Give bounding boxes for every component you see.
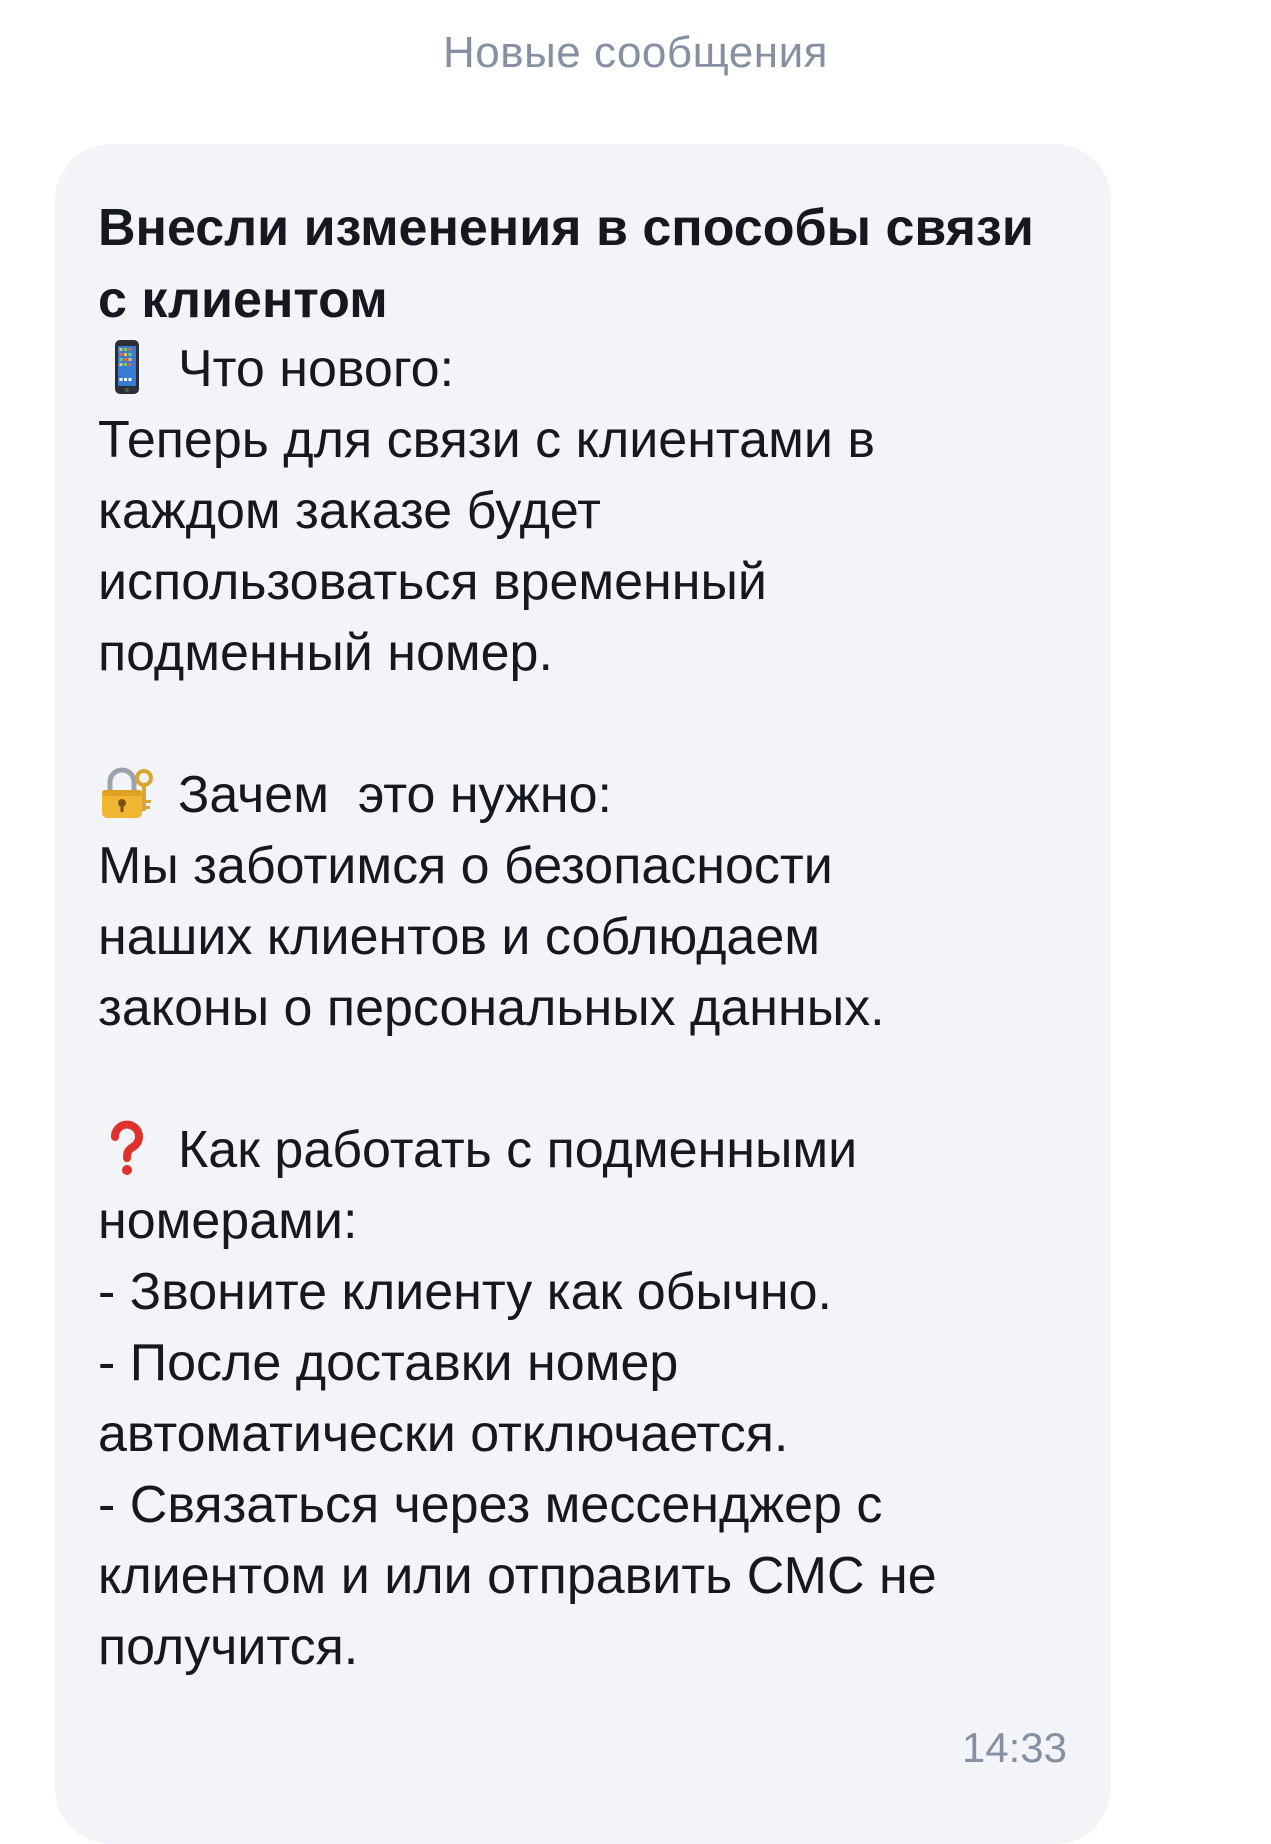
message-timestamp: 14:33 bbox=[961, 1724, 1067, 1771]
message-line: - После доставки номер bbox=[98, 1334, 679, 1392]
message-line: использоваться временный bbox=[98, 553, 767, 611]
message-line: законы о персональных данных. bbox=[98, 979, 885, 1037]
message-line: - Звоните клиенту как обычно. bbox=[98, 1263, 832, 1321]
message-line: автоматически отключается. bbox=[98, 1405, 789, 1463]
message-line: Мы заботимся о безопасности bbox=[98, 837, 833, 895]
blank-line bbox=[98, 689, 1078, 760]
locked-with-key-icon bbox=[98, 764, 156, 822]
message-line: - Связаться через мессенджер с bbox=[98, 1476, 883, 1534]
message-title: Внесли изменения в способы связи с клиентом bbox=[98, 199, 1034, 329]
section-heading: Зачем это нужно: bbox=[98, 760, 1078, 831]
message-line: каждом заказе будет bbox=[98, 482, 601, 540]
message-line: подменный номер. bbox=[98, 624, 553, 682]
blank-line bbox=[98, 1044, 1078, 1115]
message-line: клиентом и или отправить СМС не bbox=[98, 1547, 937, 1605]
message-bubble[interactable] bbox=[55, 144, 1111, 1844]
message-line: получится. bbox=[98, 1618, 359, 1676]
message-line: Теперь для связи с клиентами в bbox=[98, 411, 875, 469]
message-line: наших клиентов и соблюдаем bbox=[98, 908, 821, 966]
message-line: номерами: bbox=[98, 1192, 358, 1250]
section-heading: Как работать с подменными bbox=[98, 1115, 1078, 1186]
new-messages-divider: Новые сообщения bbox=[443, 28, 828, 77]
message-body bbox=[98, 334, 1078, 1683]
section-heading: Что нового: bbox=[98, 334, 1078, 405]
red-question-mark-icon bbox=[98, 1119, 156, 1177]
mobile-phone-icon bbox=[98, 338, 156, 396]
